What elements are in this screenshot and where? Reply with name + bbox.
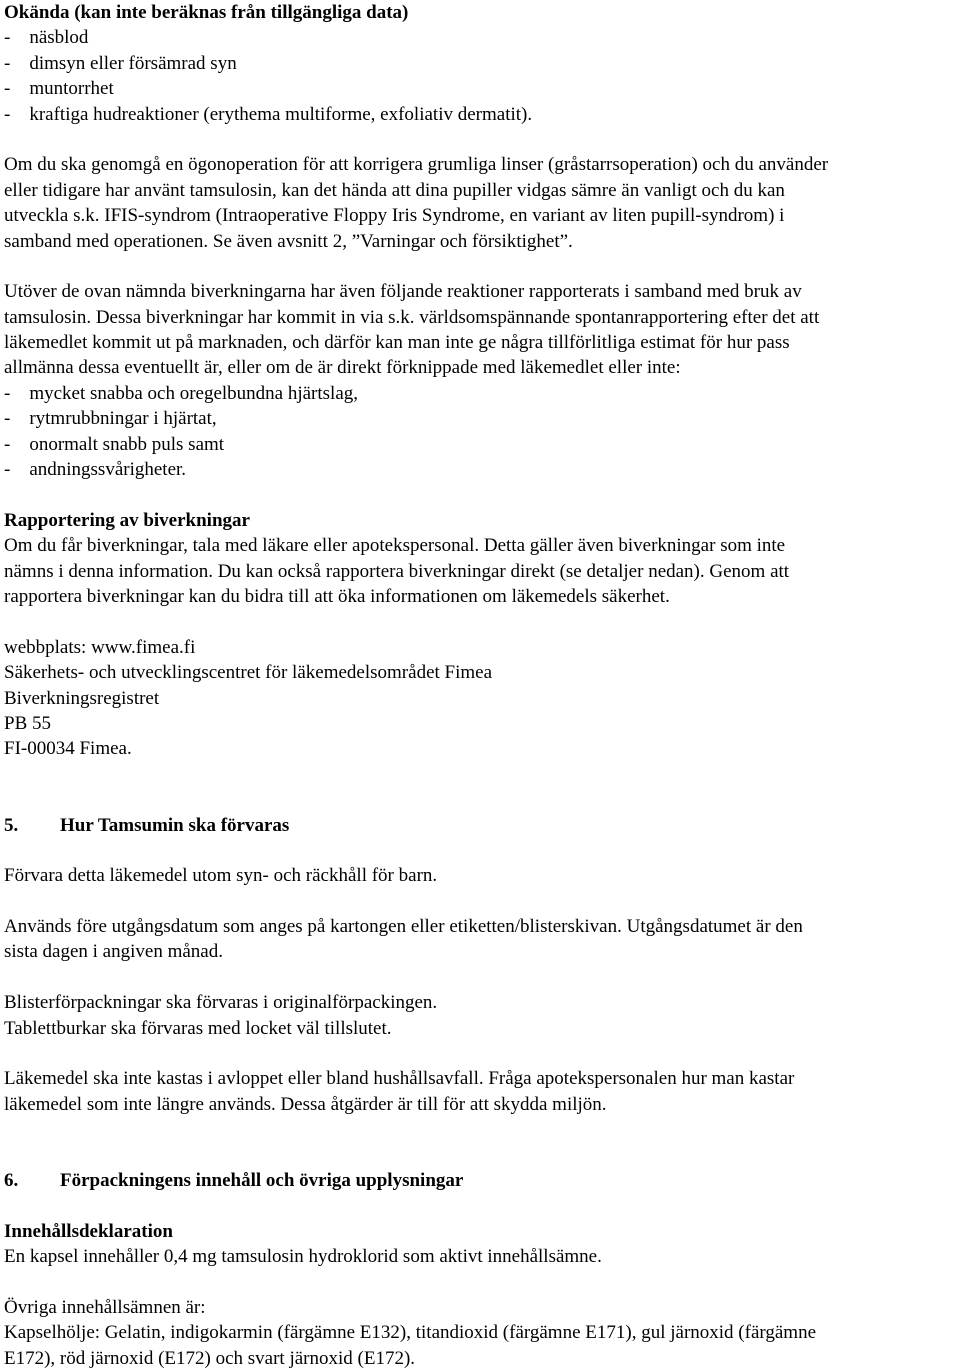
list-item: - näsblod — [4, 27, 89, 49]
paragraph-line: eller tidigare har använt tamsulosin, kan det hända att dina pupiller vidgas sämre än vanligt och du kan — [4, 179, 785, 201]
paragraph-line: Blisterförpackningar ska förvaras i originalförpackingen. — [4, 992, 438, 1014]
website-line: webbplats: www.fimea.fi — [4, 636, 196, 658]
address-line: Biverkningsregistret — [4, 687, 160, 709]
list-item: - muntorrhet — [4, 78, 114, 100]
address-line: Säkerhets- och utvecklingscentret för läkemedelsområdet Fimea — [4, 662, 493, 684]
paragraph-line: Läkemedel ska inte kastas i avloppet eller bland hushållsavfall. Fråga apotekspersonalen hur man kastar — [4, 1068, 795, 1090]
list-item: - rytmrubbningar i hjärtat, — [4, 408, 217, 430]
document-page — [4, 0, 954, 1371]
list-item: - onormalt snabb puls samt — [4, 433, 225, 455]
section-heading-unknown-frequency: Okända (kan inte beräknas från tillgängliga data) — [4, 2, 409, 23]
section-heading-storage — [4, 813, 954, 838]
paragraph-line: En kapsel innehåller 0,4 mg tamsulosin hydroklorid som aktivt innehållsämne. — [4, 1246, 602, 1268]
section-title: Hur Tamsumin ska förvaras — [60, 814, 290, 836]
paragraph-line: E172), röd järnoxid (E172) och svart järnoxid (E172). — [4, 1347, 416, 1369]
address-line: PB 55 — [4, 712, 51, 734]
paragraph-line: samband med operationen. Se även avsnitt 2, ”Varningar och försiktighet”. — [4, 230, 573, 252]
paragraph-line: sista dagen i angiven månad. — [4, 941, 223, 963]
subheading-other-ingredients: Övriga innehållsämnen är: — [4, 1296, 206, 1318]
paragraph-line: Används före utgångsdatum som anges på kartongen eller etiketten/blisterskivan. Utgångsdatumet är den — [4, 916, 803, 938]
paragraph-line: allmänna dessa eventuellt är, eller om de är direkt förknippade med läkemedlet eller inte: — [4, 357, 681, 379]
list-item: - andningssvårigheter. — [4, 459, 187, 481]
paragraph-line: rapportera biverkningar kan du bidra till att öka informationen om läkemedels säkerhet. — [4, 585, 670, 607]
paragraph-line: Om du ska genomgå en ögonoperation för att korrigera grumliga linser (gråstarrsoperation) och du använder — [4, 154, 829, 176]
paragraph-line: utveckla s.k. IFIS-syndrom (Intraoperative Floppy Iris Syndrome, en variant av liten pupill-syndrom) i — [4, 205, 785, 227]
paragraph-line: Förvara detta läkemedel utom syn- och räckhåll för barn. — [4, 865, 438, 887]
section-number: 6. — [4, 1170, 19, 1191]
address-line: FI-00034 Fimea. — [4, 738, 132, 760]
paragraph-line: Om du får biverkningar, tala med läkare eller apotekspersonal. Detta gäller även biverkningar som inte — [4, 535, 786, 557]
paragraph-line: Tablettburkar ska förvaras med locket väl tillslutet. — [4, 1017, 392, 1039]
section-title: Förpackningens innehåll och övriga upplysningar — [60, 1170, 464, 1191]
paragraph-line: tamsulosin. Dessa biverkningar har kommit in via s.k. världsomspännande spontanrapportering efter det att — [4, 306, 820, 328]
list-item: - dimsyn eller försämrad syn — [4, 52, 237, 74]
paragraph-line: Utöver de ovan nämnda biverkningarna har även följande reaktioner rapporterats i samband med bruk av — [4, 281, 802, 303]
list-item: - kraftiga hudreaktioner (erythema multiforme, exfoliativ dermatit). — [4, 103, 533, 125]
paragraph-line: nämns i denna information. Du kan också rapportera biverkningar direkt (se detaljer nedan). Genom att — [4, 560, 790, 582]
section-heading-reporting: Rapportering av biverkningar — [4, 509, 250, 531]
paragraph-line: läkemedlet kommit ut på marknaden, och därför kan man inte ge några tillförlitliga estimat för hur pass — [4, 332, 790, 354]
list-item: - mycket snabba och oregelbundna hjärtslag, — [4, 382, 359, 404]
subheading-declaration: Innehållsdeklaration — [4, 1220, 173, 1242]
paragraph-line: Kapselhölje: Gelatin, indigokarmin (färgämne E132), titandioxid (färgämne E171), gul järnoxid (färgämne — [4, 1322, 817, 1344]
paragraph-line: läkemedel som inte längre används. Dessa åtgärder är till för att skydda miljön. — [4, 1093, 607, 1115]
section-heading-contents — [4, 1168, 954, 1193]
section-number: 5. — [4, 814, 19, 836]
